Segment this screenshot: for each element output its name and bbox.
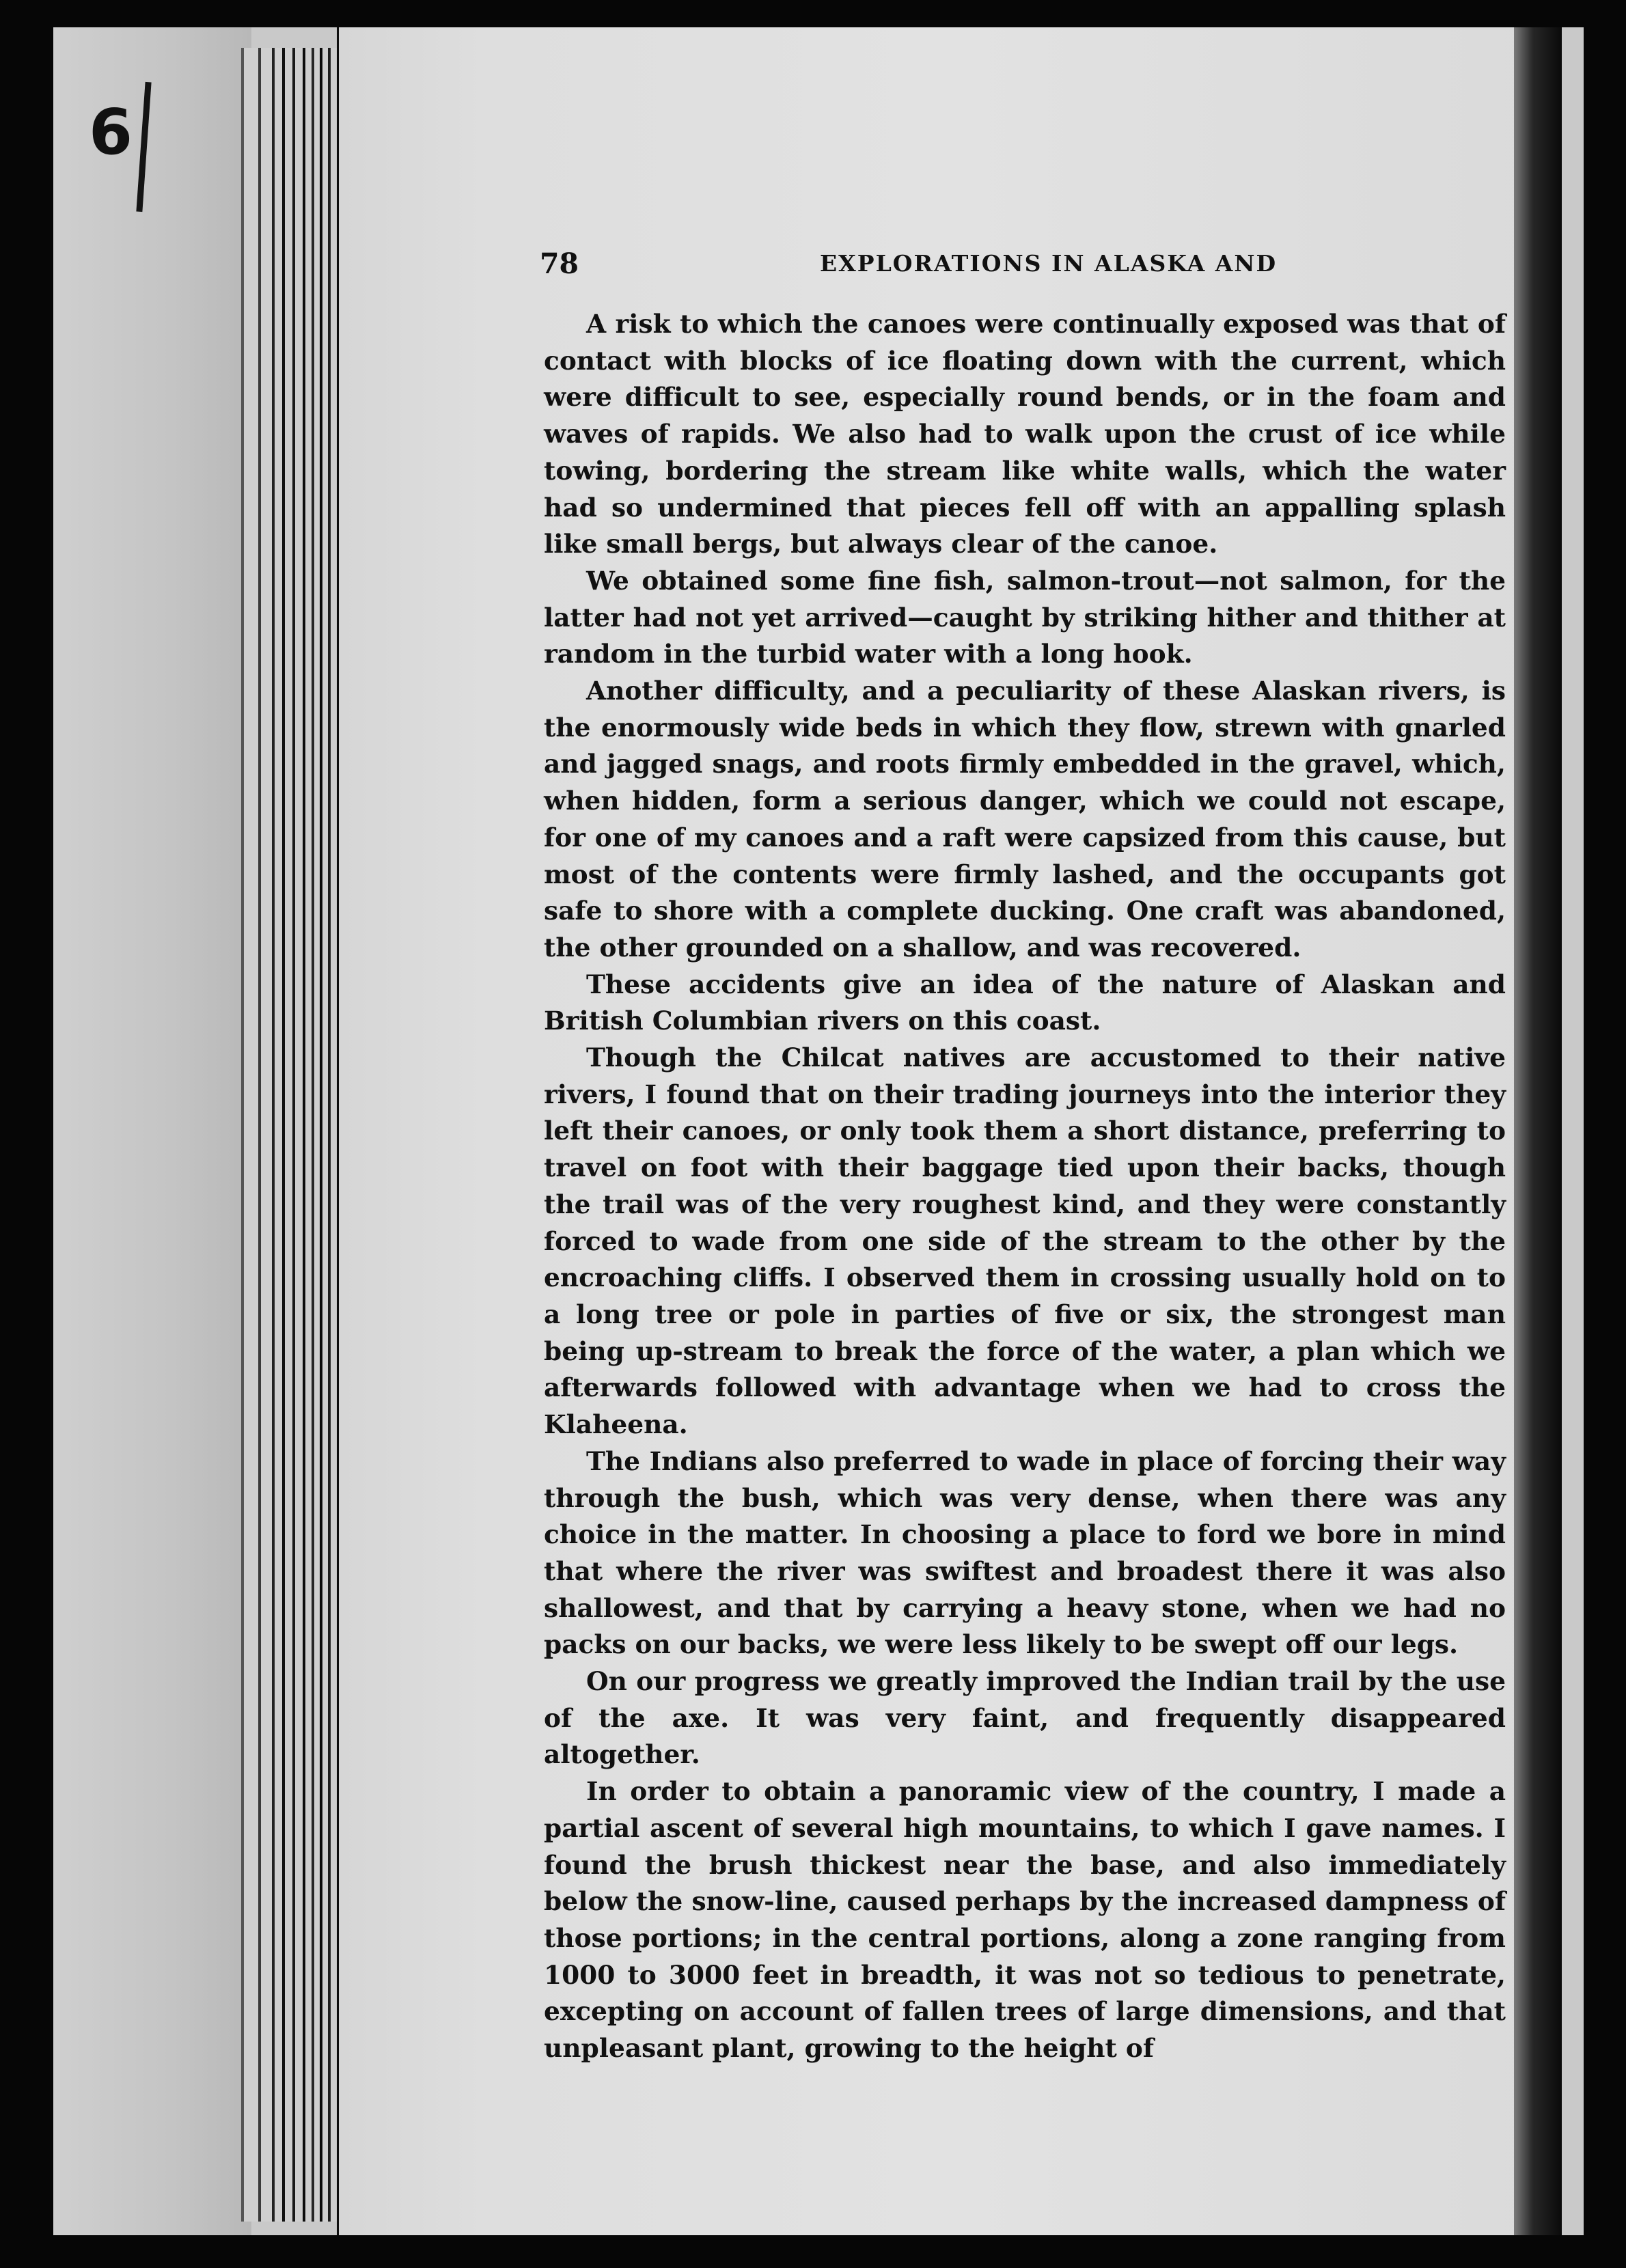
paragraph: On our progress we greatly improved the Indian trail by the use of the axe. It was very faint, and frequently disappeared altogether. [544,1666,1506,1770]
paragraph: The Indians also preferred to wade in place of forcing their way through the bush, which was very dense, when there was any choice in the matter. In choosing a place to ford we bore in mind that where the river was swiftest and broadest there it was also shallowest, and that by carrying a heavy stone, when we had no packs on our backs, we were less likely to be swept off our legs. [544,1446,1506,1660]
paragraph: Another difficulty, and a peculiarity of these Alaskan rivers, is the enormously wide beds in which they flow, strewn with gnarled and jagged snags, and roots firmly embedded in the gravel, which, when hidden, form a serious danger, which we could not escape, for one of my canoes and a raft were capsized from this cause, but most of the contents were firmly lashed, and the occupants got safe to shore with a complete ducking. One craft was abandoned, the other grounded on a shallow, and was recovered. [544,676,1506,963]
binding-shadow [1514,27,1562,2235]
paragraph: Though the Chilcat natives are accustomed to their native rivers, I found that on their trading journeys into the interior they left their canoes, or only took them a short distance, preferring to travel on foot with their baggage tied upon their backs, though the trail was of the very roughest kind, and they were constantly forced to wade from one side of the stream to the other by the encroaching cliffs. I observed them in crossing usually hold on to a long tree or pole in parties of five or six, the strongest man being up-stream to break the force of the water, a plan which we afterwards followed with advantage when we had to cross the Klaheena. [544,1042,1506,1440]
margin-note-stroke [136,82,151,212]
body-text [544,306,1506,2067]
running-head [540,247,1496,281]
left-margin [53,27,251,2235]
running-title: EXPLORATIONS IN ALASKA AND [820,250,1278,277]
paragraph: We obtained some fine fish, salmon-trout—not salmon, for the latter had not yet arrived—caught by striking hither and thither at random in the turbid water with a long hook. [544,565,1506,669]
paragraph: A risk to which the canoes were continually exposed was that of contact with blocks of ice floating down with the current, which were difficult to see, especially round bends, or in the foam and waves of rapids. We also had to walk upon the crust of ice while towing, bordering the stream like white walls, which the water had so undermined that pieces fell off with an appalling splash like small bergs, but always clear of the canoe. [544,309,1506,559]
page-number: 78 [540,247,579,280]
paragraph: These accidents give an idea of the nature of Alaskan and British Columbian rivers on this coast. [544,969,1506,1036]
margin-note: 6 [89,96,135,169]
paragraph: In order to obtain a panoramic view of the country, I made a partial ascent of several high mountains, to which I gave names. I found the brush thickest near the base, and also immediately below the snow-line, caused perhaps by the increased dampness of those portions; in the central portions, along a zone ranging from 1000 to 3000 feet in breadth, it was not so tedious to penetrate, excepting on account of fallen trees of large dimensions, and that unpleasant plant, growing to the height of [544,1776,1506,2064]
